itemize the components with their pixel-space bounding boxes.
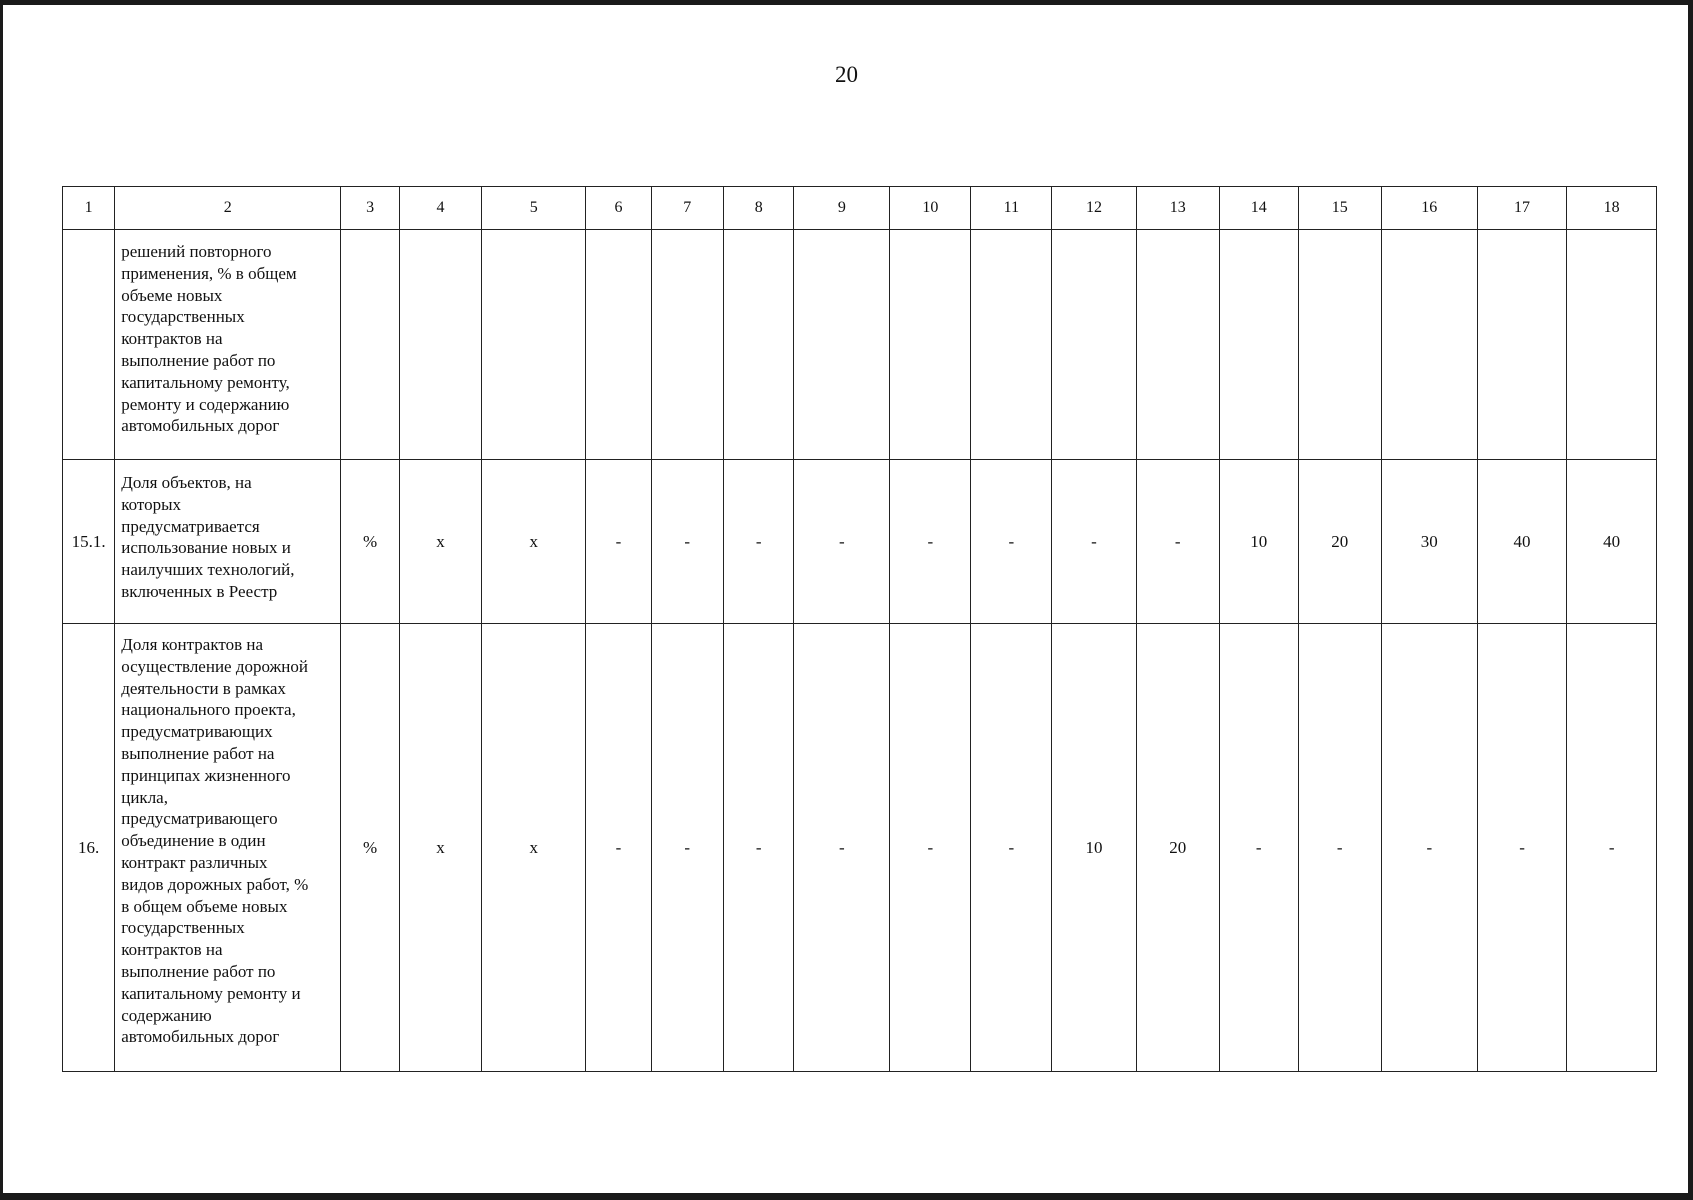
value-cell: - (1052, 460, 1136, 624)
data-table (62, 186, 1657, 1072)
value-cell (1567, 230, 1657, 460)
value-cell: - (586, 624, 651, 1072)
value-cell: - (1567, 624, 1657, 1072)
description-line: осуществление дорожной (121, 656, 309, 676)
description-line: объеме новых (121, 285, 223, 305)
column-header: 3 (341, 187, 400, 230)
value-cell: - (724, 624, 794, 1072)
description-line: капитальному ремонту и (121, 983, 301, 1003)
value-cell (1477, 230, 1567, 460)
value-cell: - (1381, 624, 1477, 1072)
value-cell: - (890, 624, 971, 1072)
table-row (63, 624, 1657, 1072)
value-cell (971, 230, 1052, 460)
value-cell: - (651, 624, 724, 1072)
page-number: 20 (835, 62, 858, 87)
value-cell (1052, 230, 1136, 460)
table-row (63, 230, 1657, 460)
column-header: 17 (1477, 187, 1567, 230)
indicator-description (115, 624, 341, 1072)
description-line: применения, % в общем (121, 263, 297, 283)
value-cell (794, 230, 890, 460)
value-cell (1298, 230, 1381, 460)
row-number: 15.1. (63, 460, 115, 624)
indicator-description (115, 230, 341, 460)
value-cell (724, 230, 794, 460)
value-cell: - (1219, 624, 1298, 1072)
description-line: предусматривается (121, 516, 260, 536)
description-line: принципах жизненного (121, 765, 291, 785)
description-line: контрактов на (121, 329, 223, 349)
description-line: которых (121, 494, 182, 514)
description-line: решений повторного (121, 242, 272, 261)
description-line: автомобильных дорог (121, 1027, 280, 1047)
value-cell (1136, 230, 1219, 460)
description-line: автомобильных дорог (121, 416, 280, 436)
value-cell: 30 (1381, 460, 1477, 624)
description-line: наилучших технологий, (121, 560, 295, 580)
unit-cell: % (341, 624, 400, 1072)
column-header: 14 (1219, 187, 1298, 230)
value-cell: 20 (1136, 624, 1219, 1072)
row-number (63, 230, 115, 460)
value-cell (1381, 230, 1477, 460)
value-cell: - (794, 460, 890, 624)
description-line: выполнение работ по (121, 350, 276, 370)
indicator-description (115, 460, 341, 624)
value-cell: - (1477, 624, 1567, 1072)
column-header: 16 (1381, 187, 1477, 230)
value-cell: 20 (1298, 460, 1381, 624)
description-line: государственных (121, 307, 245, 327)
column-header: 4 (399, 187, 481, 230)
value-cell: 40 (1567, 460, 1657, 624)
column-header: 1 (63, 187, 115, 230)
value-cell (890, 230, 971, 460)
value-cell (482, 230, 586, 460)
value-cell (586, 230, 651, 460)
description-line: содержанию (121, 1005, 212, 1025)
value-cell: - (971, 624, 1052, 1072)
value-cell: - (586, 460, 651, 624)
description-line: деятельности в рамках (121, 678, 286, 698)
description-line: включенных в Реестр (121, 581, 278, 601)
description-line: использование новых и (121, 538, 291, 558)
description-line: национального проекта, (121, 700, 296, 720)
column-header: 11 (971, 187, 1052, 230)
value-cell: - (971, 460, 1052, 624)
value-cell: - (1298, 624, 1381, 1072)
description-line: Доля контрактов на (121, 635, 263, 654)
value-cell: х (399, 460, 481, 624)
description-line: предусматривающих (121, 722, 273, 742)
description-line: контракт различных (121, 852, 268, 872)
value-cell (1219, 230, 1298, 460)
column-header: 6 (586, 187, 651, 230)
value-cell: - (1136, 460, 1219, 624)
description-line: государственных (121, 918, 245, 938)
column-number-row (63, 187, 1657, 230)
description-line: ремонту и содержанию (121, 394, 290, 414)
unit-cell: % (341, 460, 400, 624)
column-header: 15 (1298, 187, 1381, 230)
table-row (63, 460, 1657, 624)
unit-cell (341, 230, 400, 460)
value-cell: - (651, 460, 724, 624)
description-line: капитальному ремонту, (121, 372, 290, 392)
value-cell: 40 (1477, 460, 1567, 624)
value-cell (651, 230, 724, 460)
description-line: выполнение работ на (121, 743, 275, 763)
column-header: 12 (1052, 187, 1136, 230)
column-header: 5 (482, 187, 586, 230)
value-cell: х (482, 624, 586, 1072)
description-line: контрактов на (121, 940, 223, 960)
row-number: 16. (63, 624, 115, 1072)
value-cell: х (482, 460, 586, 624)
description-line: видов дорожных работ, % (121, 874, 309, 894)
description-line: выполнение работ по (121, 961, 276, 981)
column-header: 10 (890, 187, 971, 230)
value-cell: - (724, 460, 794, 624)
description-line: объединение в один (121, 831, 266, 851)
description-line: Доля объектов, на (121, 473, 252, 492)
column-header: 2 (115, 187, 341, 230)
column-header: 7 (651, 187, 724, 230)
value-cell (399, 230, 481, 460)
column-header: 9 (794, 187, 890, 230)
column-header: 18 (1567, 187, 1657, 230)
value-cell: 10 (1219, 460, 1298, 624)
value-cell: 10 (1052, 624, 1136, 1072)
column-header: 13 (1136, 187, 1219, 230)
column-header: 8 (724, 187, 794, 230)
value-cell: - (890, 460, 971, 624)
description-line: предусматривающего (121, 809, 278, 829)
value-cell: х (399, 624, 481, 1072)
value-cell: - (794, 624, 890, 1072)
description-line: в общем объеме новых (121, 896, 288, 916)
description-line: цикла, (121, 787, 168, 807)
